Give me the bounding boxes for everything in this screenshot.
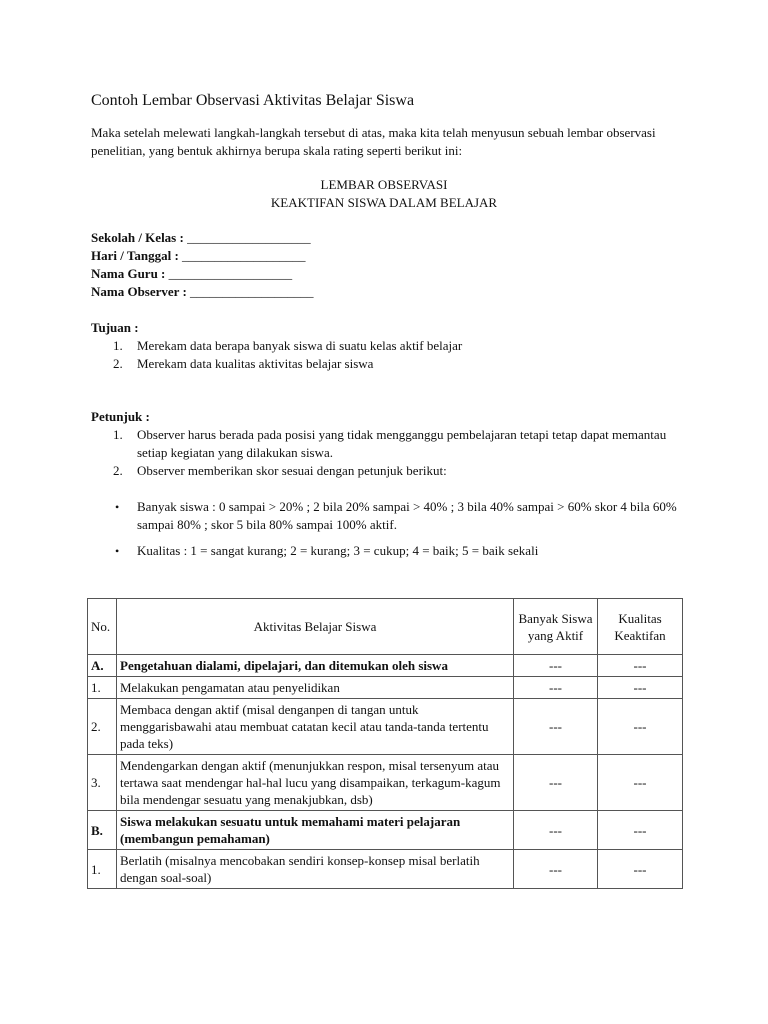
bullet-icon: • <box>115 544 120 558</box>
row-no: B. <box>88 811 117 850</box>
field-label: Nama Observer : <box>91 284 187 299</box>
row-activity: Pengetahuan dialami, dipelajari, dan ditemukan oleh siswa <box>117 655 514 677</box>
header-quality: Kualitas Keaktifan <box>598 599 683 655</box>
field-blank: ___________________ <box>187 230 311 245</box>
row-activity: Melakukan pengamatan atau penyelidikan <box>117 677 514 699</box>
form-heading-line2: KEAKTIFAN SISWA DALAM BELAJAR <box>270 195 498 210</box>
document-title: Contoh Lembar Observasi Aktivitas Belajar Siswa <box>91 92 415 109</box>
list-item <box>91 462 681 480</box>
field-nama-guru <box>91 265 314 283</box>
list-item <box>91 355 651 373</box>
field-blank: ___________________ <box>168 266 293 281</box>
row-quality: --- <box>598 677 683 699</box>
field-sekolah-kelas <box>91 229 314 247</box>
field-nama-observer <box>91 283 314 301</box>
row-quality: --- <box>598 755 683 811</box>
row-no: 3. <box>88 755 117 811</box>
row-no: 1. <box>88 677 117 699</box>
field-blank: ___________________ <box>182 248 306 263</box>
row-quality: --- <box>598 811 683 850</box>
table-row <box>88 811 683 850</box>
list-number: 2. <box>113 463 123 478</box>
intro-paragraph: Maka setelah melewati langkah-langkah tersebut di atas, maka kita telah menyusun sebuah lembar observasi penelitian, yang bentuk akhirnya berupa skala rating seperti berikut ini: <box>91 125 656 158</box>
list-item <box>91 337 651 355</box>
list-number: 1. <box>113 427 123 442</box>
list-text: Kualitas : 1 = sangat kurang; 2 = kurang; 3 = cukup; 4 = baik; 5 = baik sekali <box>137 543 539 558</box>
observation-table <box>87 598 683 889</box>
table-row <box>88 699 683 755</box>
petunjuk-list <box>91 426 681 480</box>
list-text: Merekam data kualitas aktivitas belajar siswa <box>137 356 374 371</box>
row-no: 1. <box>88 850 117 889</box>
table-row <box>88 850 683 889</box>
list-text: Observer memberikan skor sesuai dengan petunjuk berikut: <box>137 463 447 478</box>
row-activity: Berlatih (misalnya mencobakan sendiri konsep-konsep misal berlatih dengan soal-soal) <box>117 850 514 889</box>
list-text: Observer harus berada pada posisi yang tidak mengganggu pembelajaran tetapi tetap dapat memantau setiap kegiatan yang dilakukan siswa. <box>137 427 667 460</box>
list-item <box>91 498 681 534</box>
table-header-row <box>88 599 683 655</box>
tujuan-list <box>91 337 651 373</box>
row-quality: --- <box>598 655 683 677</box>
row-activity: Mendengarkan dengan aktif (menunjukkan respon, misal tersenyum atau tertawa saat mendengar hal-hal lucu yang disampaikan, terkagum-kagum bila mendengar sesuatu yang menakjubkan, dsb) <box>117 755 514 811</box>
row-count: --- <box>514 811 598 850</box>
list-number: 2. <box>113 356 123 371</box>
row-quality: --- <box>598 850 683 889</box>
row-count: --- <box>514 699 598 755</box>
field-hari-tanggal <box>91 247 314 265</box>
score-bullets <box>91 498 681 560</box>
field-label: Hari / Tanggal : <box>91 248 179 263</box>
field-label: Sekolah / Kelas : <box>91 230 184 245</box>
table-row <box>88 755 683 811</box>
list-item <box>91 542 681 560</box>
row-activity: Siswa melakukan sesuatu untuk memahami materi pelajaran (membangun pemahaman) <box>117 811 514 850</box>
row-no: 2. <box>88 699 117 755</box>
header-activity: Aktivitas Belajar Siswa <box>117 599 514 655</box>
petunjuk-label: Petunjuk : <box>91 409 150 424</box>
header-count: Banyak Siswa yang Aktif <box>514 599 598 655</box>
table-row <box>88 655 683 677</box>
form-heading <box>0 176 768 212</box>
list-item <box>91 426 681 462</box>
identity-fields <box>91 229 314 301</box>
header-no: No. <box>88 599 117 655</box>
row-activity: Membaca dengan aktif (misal denganpen di tangan untuk menggarisbawahi atau membuat catatan kecil atau tanda-tanda tertentu pada teks) <box>117 699 514 755</box>
row-count: --- <box>514 655 598 677</box>
list-text: Merekam data berapa banyak siswa di suatu kelas aktif belajar <box>137 338 463 353</box>
row-count: --- <box>514 677 598 699</box>
row-count: --- <box>514 850 598 889</box>
row-quality: --- <box>598 699 683 755</box>
list-number: 1. <box>113 338 123 353</box>
field-label: Nama Guru : <box>91 266 166 281</box>
table-row <box>88 677 683 699</box>
bullet-icon: • <box>115 500 120 514</box>
form-heading-line1: LEMBAR OBSERVASI <box>320 177 448 192</box>
row-count: --- <box>514 755 598 811</box>
row-no: A. <box>88 655 117 677</box>
list-text: Banyak siswa : 0 sampai > 20% ; 2 bila 20% sampai > 40% ; 3 bila 40% sampai > 60% skor 4 bila 60% sampai 80% ; skor 5 bila 80% sampai 100% aktif. <box>137 499 677 532</box>
tujuan-label: Tujuan : <box>91 320 139 335</box>
field-blank: ___________________ <box>190 284 314 299</box>
